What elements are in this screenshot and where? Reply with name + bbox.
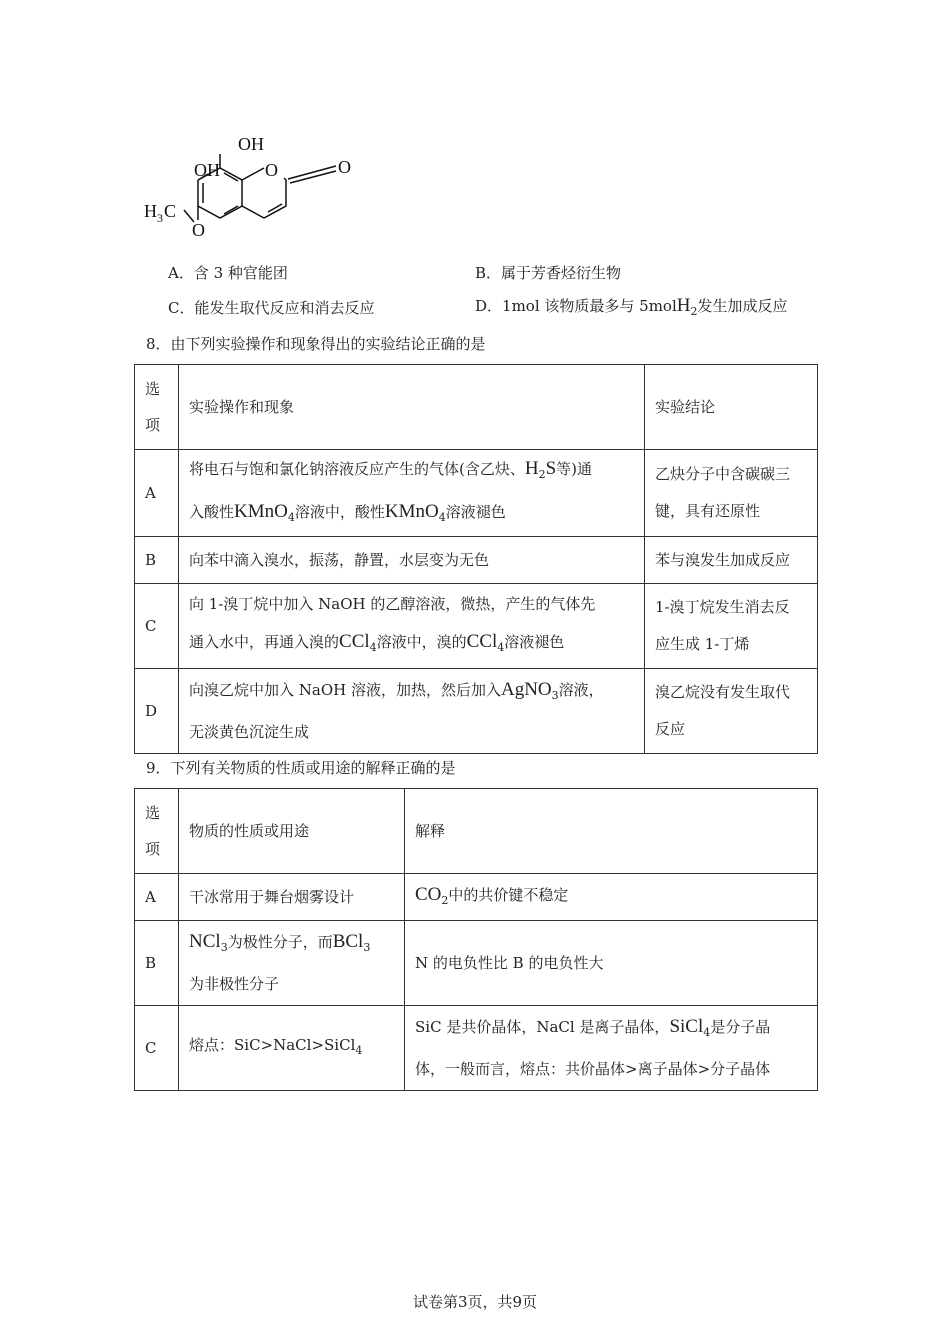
text-span: 键，具有还原性: [655, 502, 761, 520]
table-cell: 向苯中滴入溴水，振荡，静置，水层变为无色: [179, 537, 645, 584]
table-cell: [645, 450, 818, 537]
text-span: 无淡黄色沉淀生成: [189, 723, 310, 741]
question-8-title: 8．由下列实验操作和现象得出的实验结论正确的是: [146, 335, 486, 353]
oh-left-label: OH: [194, 160, 220, 180]
q8-row-a: [135, 450, 818, 537]
text-span: 通入水中，再通入溴的: [189, 633, 340, 651]
molecule-structure: [138, 130, 368, 245]
text-span: 选: [145, 380, 161, 398]
subscript-text: 4: [369, 641, 377, 654]
text-span: 将电石与饱和氯化钠溶液反应产生的气体(含乙炔、: [189, 460, 525, 478]
text-span: 等)通: [556, 460, 593, 478]
table-cell: [179, 450, 645, 537]
q8-header-row: [135, 365, 818, 450]
text-span: 溶液中，酸性: [294, 503, 385, 521]
text-span: 体，一般而言，熔点：共价晶体>离子晶体>分子晶体: [415, 1060, 771, 1078]
table-cell: [179, 1006, 405, 1091]
q9-header-expl: 解释: [405, 789, 818, 874]
text-span: SiCl: [669, 1016, 704, 1037]
option-b: B．属于芳香烃衍生物: [475, 264, 622, 282]
table-cell: [179, 584, 645, 669]
q9-table: [134, 788, 818, 1091]
table-cell: [179, 921, 405, 1006]
q8-header-op: 实验操作和现象: [179, 365, 645, 450]
q8-table: [134, 364, 818, 754]
text-span: 选: [145, 804, 161, 822]
q8-header-key: [135, 365, 179, 450]
subscript-text: 4: [355, 1044, 363, 1057]
text-span: 应生成 1-丁烯: [655, 635, 750, 653]
text-span: 发生加成反应: [697, 297, 788, 315]
methyl-sub-label: 3: [157, 211, 163, 225]
table-cell: [645, 584, 818, 669]
table-cell: [405, 874, 818, 921]
option-c: C．能发生取代反应和消去反应: [168, 299, 375, 317]
text-span: 向 1-溴丁烷中加入 NaOH 的乙醇溶液，微热，产生的气体先: [189, 595, 596, 613]
text-span: 反应: [655, 720, 686, 738]
q9-header-prop: 物质的性质或用途: [179, 789, 405, 874]
text-span: 项: [145, 416, 161, 434]
table-cell: D: [135, 669, 179, 754]
text-span: 溶液，: [558, 681, 604, 699]
table-cell: A: [135, 450, 179, 537]
text-span: D．1mol 该物质最多与 5mol: [475, 297, 677, 315]
text-span: S: [545, 458, 557, 479]
text-span: 溶液中，溴的: [376, 633, 467, 651]
text-span: 向溴乙烷中加入 NaOH 溶液，加热，然后加入: [189, 681, 501, 699]
text-span: 溴乙烷没有发生取代: [655, 683, 791, 701]
subscript-text: 2: [441, 893, 449, 907]
q9-row-c: [135, 1006, 818, 1091]
q9-header-key: [135, 789, 179, 874]
table-cell: C: [135, 584, 179, 669]
text-span: 乙炔分子中含碳碳三: [655, 465, 791, 483]
q8-row-b: [135, 537, 818, 584]
text-span: 溶液褪色: [504, 633, 565, 651]
subscript-text: 4: [497, 641, 505, 654]
text-span: SiC 是共价晶体，NaCl 是离子晶体，: [415, 1018, 670, 1036]
text-span: H: [524, 458, 539, 479]
text-span: 熔点：SiC>NaCl>SiCl: [189, 1036, 356, 1054]
text-span: BCl: [332, 931, 364, 952]
text-span: NCl: [189, 931, 221, 952]
text-span: 1-溴丁烷发生消去反: [655, 598, 790, 616]
text-span: 入酸性: [189, 503, 235, 521]
option-a: A．含 3 种官能团: [168, 264, 288, 282]
oh-top-label: OH: [238, 134, 264, 154]
text-span: CCl: [339, 631, 370, 652]
subscript-text: 4: [438, 511, 446, 524]
option-d: [475, 295, 788, 318]
q9-header-row: [135, 789, 818, 874]
q9-row-b: [135, 921, 818, 1006]
subscript-text: 3: [220, 941, 228, 954]
subscript-text: 4: [703, 1026, 711, 1039]
table-cell: 干冰常用于舞台烟雾设计: [179, 874, 405, 921]
q8-row-c: [135, 584, 818, 669]
table-cell: C: [135, 1006, 179, 1091]
text-span: H: [676, 295, 691, 316]
text-span: 是分子晶: [710, 1018, 771, 1036]
q9-row-a: [135, 874, 818, 921]
methyl-c-label: C: [164, 201, 177, 221]
text-span: 项: [145, 840, 161, 858]
text-span: KMnO: [384, 501, 439, 522]
subscript-text: 3: [363, 941, 371, 954]
subscript-text: 3: [551, 689, 559, 702]
ether-o-label: O: [192, 220, 205, 240]
subscript-text: 4: [287, 511, 295, 524]
table-cell: [405, 1006, 818, 1091]
methyl-h-label: H: [144, 201, 157, 221]
carbonyl-o-label: O: [338, 157, 351, 177]
q8-header-conclusion: 实验结论: [645, 365, 818, 450]
text-span: 中的共价键不稳定: [448, 885, 569, 904]
table-cell: N 的电负性比 B 的电负性大: [405, 921, 818, 1006]
text-span: CO: [415, 883, 442, 905]
subscript-text: 2: [690, 305, 698, 318]
table-cell: [179, 669, 645, 754]
text-span: CCl: [466, 631, 498, 652]
q8-row-d: [135, 669, 818, 754]
table-cell: A: [135, 874, 179, 921]
question-9-title: 9．下列有关物质的性质或用途的解释正确的是: [146, 759, 456, 777]
text-span: 为非极性分子: [189, 975, 280, 993]
table-cell: [645, 669, 818, 754]
ring-o-label: O: [265, 160, 278, 180]
subscript-text: 2: [538, 468, 546, 481]
table-cell: 苯与溴发生加成反应: [645, 537, 818, 584]
text-span: 溶液褪色: [445, 503, 506, 521]
table-cell: B: [135, 921, 179, 1006]
text-span: AgNO: [500, 679, 552, 700]
text-span: KMnO: [234, 501, 288, 522]
text-span: 为极性分子，而: [227, 933, 333, 951]
page-footer: 试卷第3页，共9页: [412, 1293, 538, 1311]
table-cell: B: [135, 537, 179, 584]
